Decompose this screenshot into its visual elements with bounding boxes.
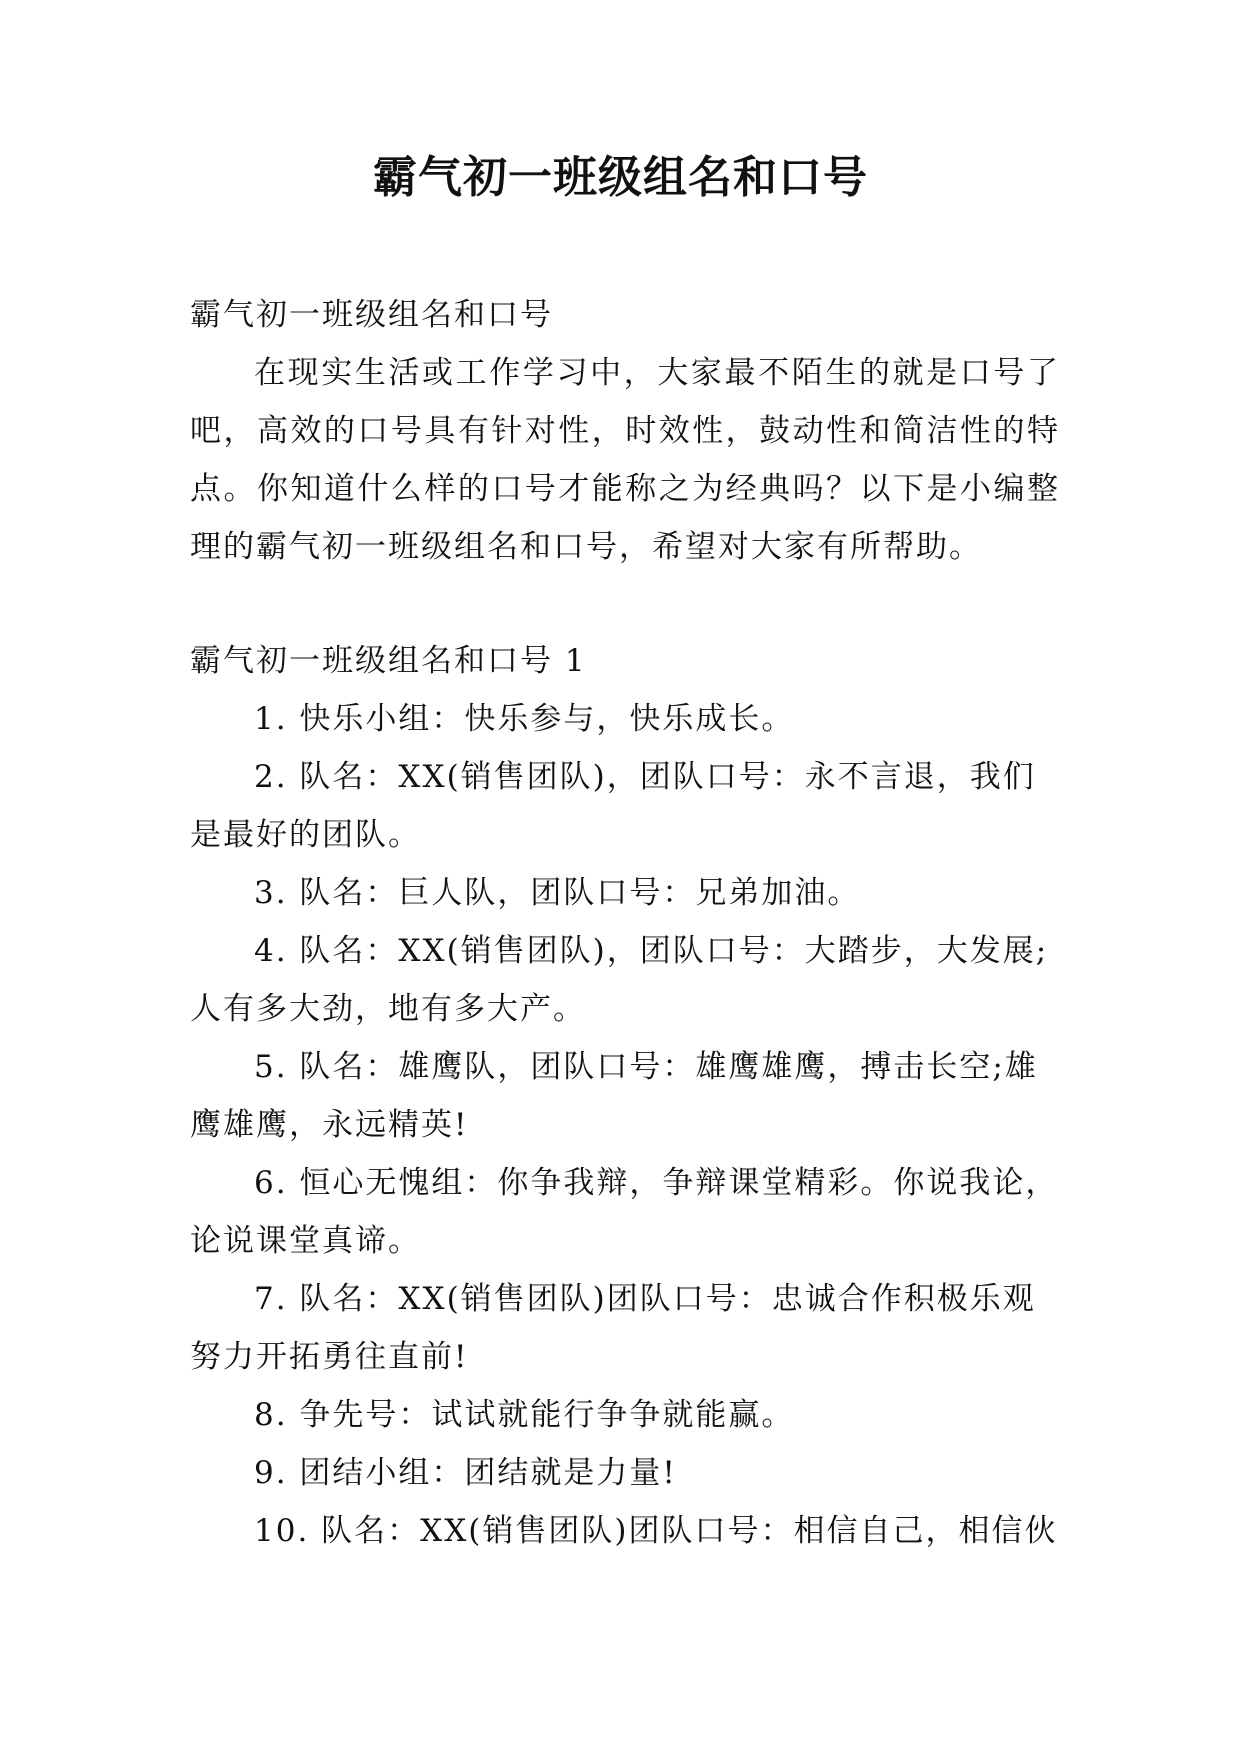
list-item: 3. 队名：巨人队，团队口号：兄弟加油。 (254, 875, 861, 911)
list-item: 6. 恒心无愧组：你争我辩，争辩课堂精彩。你说我论，论说课堂真谛。 (190, 1165, 1059, 1259)
list-item: 2. 队名：XX(销售团队)，团队口号：永不言退，我们是最好的团队。 (190, 759, 1036, 853)
list-item: 9. 团结小组：团结就是力量! (254, 1455, 677, 1491)
intro-paragraph: 在现实生活或工作学习中，大家最不陌生的就是口号了吧，高效的口号具有针对性，时效性，鼓动性和简洁性的特点。你知道什么样的口号才能称之为经典吗？以下是小编整理的霸气初一班级组名和口号，希望对大家有所帮助。 (190, 355, 1060, 565)
document-body (190, 286, 1060, 1560)
list-item: 8. 争先号：试试就能行争争就能赢。 (254, 1397, 795, 1433)
document-subtitle: 霸气初一班级组名和口号 (190, 297, 553, 333)
list-item: 1. 快乐小组：快乐参与，快乐成长。 (254, 701, 795, 737)
list-item: 7. 队名：XX(销售团队)团队口号：忠诚合作积极乐观努力开拓勇往直前! (190, 1281, 1036, 1375)
list-item: 5. 队名：雄鹰队，团队口号：雄鹰雄鹰，搏击长空;雄鹰雄鹰，永远精英! (190, 1049, 1038, 1143)
list-item: 4. 队名：XX(销售团队)，团队口号：大踏步，大发展;人有多大劲，地有多大产。 (190, 933, 1049, 1027)
document-title: 霸气初一班级组名和口号 (373, 152, 868, 203)
paragraph-gap (190, 576, 1060, 632)
section-heading: 霸气初一班级组名和口号 1 (190, 643, 587, 679)
list-item: 10. 队名：XX(销售团队)团队口号：相信自己，相信伙 (254, 1513, 1058, 1549)
